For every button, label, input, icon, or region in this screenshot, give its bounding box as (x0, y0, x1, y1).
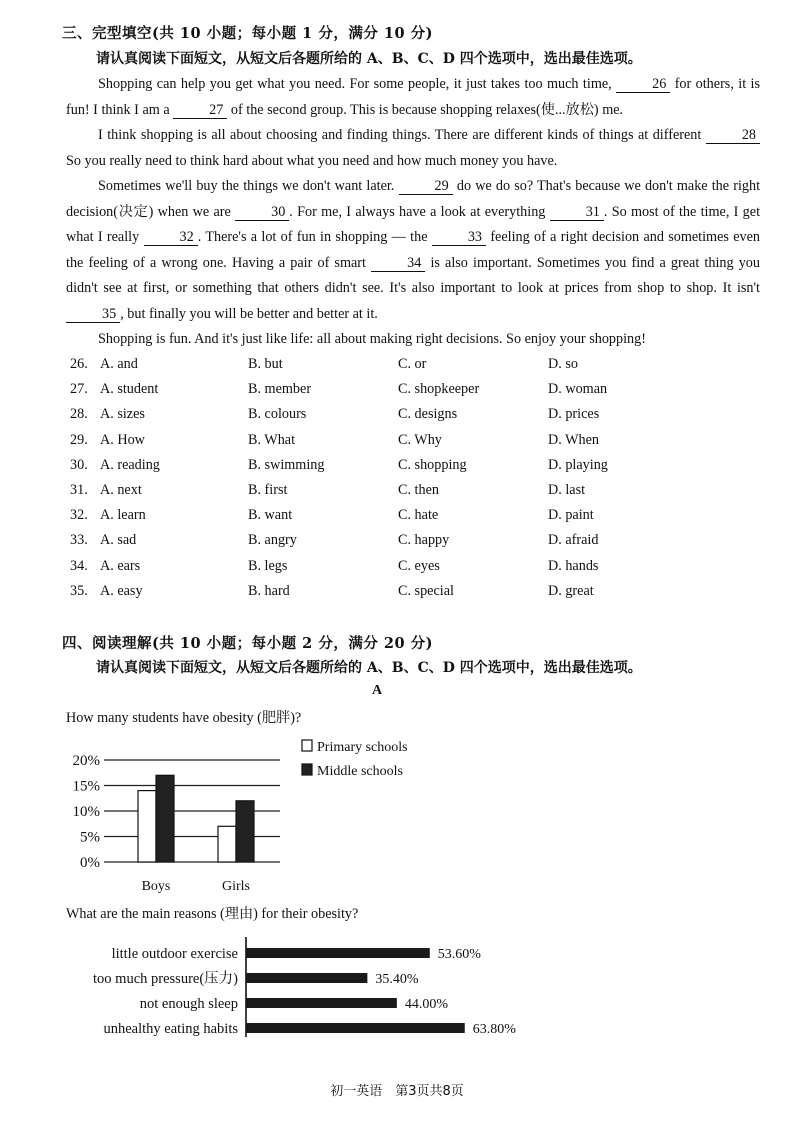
option-b: B. but (248, 356, 283, 373)
option-d: D. When (548, 431, 599, 448)
legend-swatch (302, 740, 312, 751)
part-a-heading: A (372, 683, 383, 698)
option-b: B. angry (248, 532, 297, 549)
legend-label: Primary schools (317, 740, 408, 755)
option-d: D. great (548, 582, 594, 599)
obesity-question: How many students have obesity (肥胖)? (66, 710, 302, 726)
y-tick-label: 5% (80, 829, 100, 846)
category-label: too much pressure(压力) (93, 971, 238, 987)
blank-33: 33 (432, 229, 486, 246)
passage-paragraph-2: I think shopping is all about choosing and finding things. There are different kinds of things at different 28 So you really need to think hard about what you need and how much money you have. (66, 123, 760, 174)
passage-paragraph-3: Sometimes we'll buy the things we don't want later. 29 do we do so? That's because we don't make the right decision(决定) when we are 30 . For me, I always have a look at everything 31 . So most of the time, I get what I really 32 . There's a lot of fun in shopping — the 33 feeling of a right decision and sometimes even the feeling of a wrong one. Having a pair of smart 34 is also important. Sometimes you find a great thing you didn't see at first, or something that others didn't see. It's also important to look at prices from shop to shop. It isn't 35 , but finally you will be better and better at it. (66, 178, 761, 322)
legend-swatch (302, 764, 312, 775)
option-row: 29. A. How B. What C. Why D. When (70, 428, 730, 453)
page-footer: 初一英语 第3页共8页 (330, 1084, 464, 1099)
blank-28: 28 (706, 127, 760, 144)
option-a: A. next (100, 482, 142, 499)
option-a: A. reading (100, 456, 160, 473)
option-row: 27. A. student B. member C. shopkeeper D. woman (70, 377, 730, 402)
reason-bar (246, 948, 430, 958)
legend-label: Middle schools (317, 764, 403, 779)
blank-35: 35 (66, 306, 120, 323)
obesity-bar-chart (60, 732, 460, 902)
blank-27: 27 (173, 102, 227, 119)
blank-26: 26 (616, 76, 670, 93)
option-a: A. ears (100, 557, 141, 574)
option-row: 35. A. easy B. hard C. special D. great (70, 579, 730, 604)
passage-paragraph-4: Shopping is fun. And it's just like life: all about making right decisions. So enjoy your shopping! (98, 331, 646, 347)
option-d: D. last (548, 482, 586, 499)
option-c: C. eyes (398, 557, 440, 574)
option-c: C. Why (398, 431, 442, 448)
x-tick-label: Boys (141, 879, 171, 894)
reasons-bar-chart (60, 935, 520, 1045)
option-row: 34. A. ears B. legs C. eyes D. hands (70, 554, 730, 579)
option-d: D. woman (548, 381, 608, 398)
options-table (70, 352, 730, 604)
option-b: B. colours (248, 406, 307, 423)
option-b: B. swimming (248, 456, 325, 473)
reason-bar (246, 1023, 465, 1033)
blank-32: 32 (144, 229, 198, 246)
category-label: little outdoor exercise (111, 946, 238, 962)
option-d: D. paint (548, 507, 594, 524)
option-row: 33. A. sad B. angry C. happy D. afraid (70, 528, 730, 553)
option-d: D. so (548, 356, 578, 373)
y-tick-label: 0% (80, 855, 100, 871)
option-a: A. How (100, 431, 145, 448)
option-row: 28. A. sizes B. colours C. designs D. prices (70, 402, 730, 427)
section4-title: 四、阅读理解(共 10 小题；每小题 2 分，满分 20 分) (62, 635, 433, 652)
option-c: C. then (398, 482, 439, 499)
x-tick-label: Girls (222, 879, 250, 894)
bar-primary-girls (218, 826, 236, 862)
option-d: D. playing (548, 456, 608, 473)
option-row: 32. A. learn B. want C. hate D. paint (70, 503, 730, 528)
blank-29: 29 (399, 178, 453, 195)
option-a: A. easy (100, 582, 143, 599)
option-row: 30. A. reading B. swimming C. shopping D. playing (70, 453, 730, 478)
value-label: 35.40% (375, 972, 419, 987)
option-b: B. legs (248, 557, 288, 574)
value-label: 63.80% (472, 1022, 516, 1037)
option-a: A. learn (100, 507, 146, 524)
option-a: A. sad (100, 532, 137, 549)
option-d: D. afraid (548, 532, 599, 549)
category-label: not enough sleep (139, 996, 238, 1012)
value-label: 44.00% (404, 997, 449, 1012)
option-d: D. hands (548, 557, 599, 574)
option-c: C. shopping (398, 456, 467, 473)
option-a: A. sizes (100, 406, 145, 423)
option-c: C. hate (398, 507, 439, 524)
option-b: B. hard (248, 582, 290, 599)
blank-34: 34 (371, 255, 425, 272)
reason-bar (246, 973, 367, 983)
option-c: C. designs (398, 406, 458, 423)
option-b: B. want (248, 507, 293, 524)
option-a: A. student (100, 381, 159, 398)
option-c: C. special (398, 582, 454, 599)
category-label: unhealthy eating habits (103, 1021, 238, 1037)
blank-31: 31 (550, 204, 604, 221)
section4-instruction: 请认真阅读下面短文，从短文后各题所给的 A、B、C、D 四个选项中，选出最佳选项。 (96, 660, 642, 676)
section3-instruction: 请认真阅读下面短文，从短文后各题所给的 A、B、C、D 四个选项中，选出最佳选项。 (96, 51, 642, 67)
option-c: C. shopkeeper (398, 381, 480, 398)
reason-bar (246, 998, 397, 1008)
bar-middle-boys (156, 775, 174, 862)
y-tick-label: 15% (72, 778, 100, 795)
option-a: A. and (100, 356, 138, 373)
section3-title: 三、完型填空(共 10 小题；每小题 1 分，满分 10 分) (62, 25, 433, 42)
bar-middle-girls (236, 801, 254, 862)
option-b: B. first (248, 482, 288, 499)
option-c: C. or (398, 356, 427, 373)
passage-paragraph-1: Shopping can help you get what you need. For some people, it just takes too much time, 26 for others, it is fun! I think I am a 27 of the second group. This is because shopping relaxes(使...放松) me. (66, 76, 761, 118)
y-tick-label: 20% (72, 753, 100, 769)
option-d: D. prices (548, 406, 600, 423)
option-row: 26. A. and B. but C. or D. so (70, 352, 730, 377)
bar-primary-boys (138, 791, 156, 862)
reasons-question: What are the main reasons (理由) for their obesity? (66, 906, 359, 922)
option-row: 31. A. next B. first C. then D. last (70, 478, 730, 503)
blank-30: 30 (235, 204, 289, 221)
cloze-passage (66, 72, 760, 353)
option-b: B. member (248, 381, 312, 398)
value-label: 53.60% (437, 947, 481, 962)
y-tick-label: 10% (72, 804, 100, 820)
option-c: C. happy (398, 532, 450, 549)
option-b: B. What (248, 431, 296, 448)
